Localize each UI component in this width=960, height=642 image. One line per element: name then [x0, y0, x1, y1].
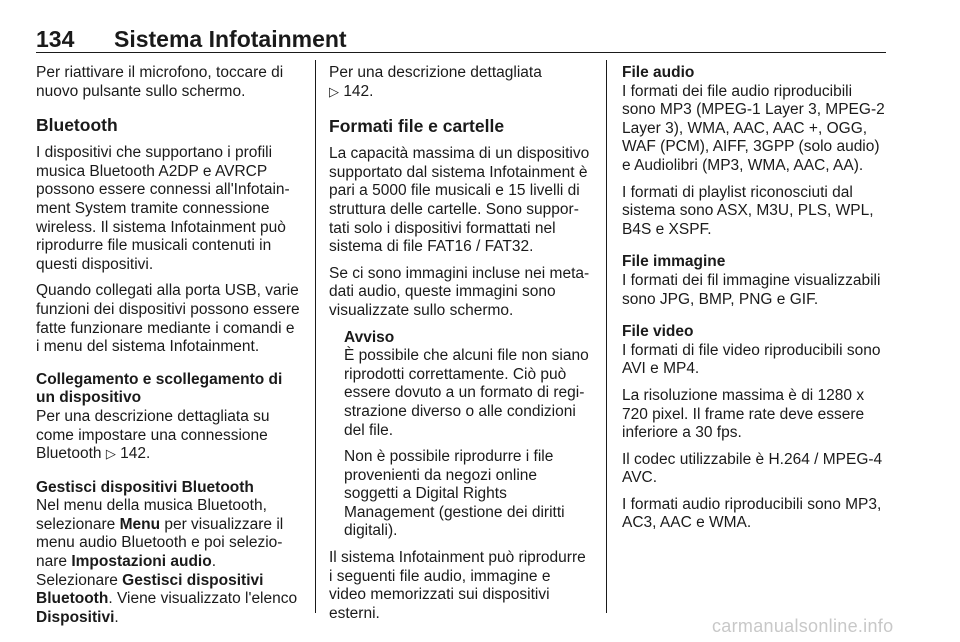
formats-paragraph-2: Se ci sono immagini incluse nei metadati audio, queste immagini sono visualizzate sullo schermo. [329, 264, 590, 319]
subsection-title-video-files: File video [622, 323, 694, 341]
subsection-title-image-files: File immagine [622, 253, 726, 271]
video-paragraph-2: La risoluzione massima è di 1280 x 720 pixel. Il frame rate deve essere inferiore a 30 fps. [622, 386, 865, 442]
page-number: 134 [36, 26, 75, 52]
devices-term: Dispositivi [36, 608, 115, 626]
intro-paragraph: Per riattivare il microfono, toccare di nuovo pulsante sullo schermo. [36, 64, 284, 100]
notice-paragraph-2: Non è possibile riprodurre i file provenienti da negozi online soggetti a Digital Rights Management (gestione dei diritti digitali). [344, 448, 565, 540]
video-paragraph-1: I formati di file video riproducibili sono AVI e MP4. [622, 341, 881, 378]
audio-paragraph-1: I formati dei file audio riproducibili sono MP3 (MPEG-1 Layer 3, MPEG-2 Layer 3), WMA, AAC, AAC +, OGG, WAF (PCM), AIFF, 3GPP (solo audio) e Audiolibri (MP3, WMA, AAC, AA). [622, 82, 885, 174]
column-2 [329, 64, 591, 631]
watermark: carmanualsonline.info [712, 616, 894, 636]
manage-text-1: Nel menu della musica Bluetooth, selezionare [36, 497, 267, 533]
section-title-bluetooth: Bluetooth [36, 115, 118, 136]
manage-text-4: . Viene visualizzato l'elenco [108, 590, 298, 608]
manage-devices-term: Gestisci dispositivi Bluetooth [36, 571, 264, 608]
notice-paragraph-1: È possibile che alcuni file non siano riprodotti correttamente. Ciò può essere dovuto a un formato di registrazione diverso o alle condizioni del file. [344, 347, 589, 439]
subsection-title-connection: Collegamento e scollegamento di un dispositivo [36, 370, 283, 407]
header-divider [36, 52, 886, 53]
image-paragraph-1: I formati dei fil immagine visualizzabili sono JPG, BMP, PNG e GIF. [622, 271, 881, 308]
reference-arrow-icon: ▷ [329, 84, 339, 100]
formats-paragraph-1: La capacità massima di un dispositivo supportato dal sistema Infotainment è pari a 5000 file musicali e 15 livelli di struttura delle cartelle. Sono supportati solo i dispositivi formattati nel sistema di file FAT16 / FAT32. [329, 145, 590, 256]
section-title-formats: Formati file e cartelle [329, 116, 505, 137]
menu-term: Menu [119, 515, 161, 533]
audio-paragraph-2: I formati di playlist riconosciuti dal sistema sono ASX, M3U, PLS, WPL, B4S e XSPF. [622, 183, 874, 238]
description-paragraph [329, 64, 591, 102]
subsection-title-manage-devices: Gestisci dispositivi Bluetooth [36, 478, 254, 496]
subsection-title-audio-files: File audio [622, 64, 695, 81]
bluetooth-paragraph-1: I dispositivi che supportano i profili musica Bluetooth A2DP e AVRCP possono essere connessi all'Infotainment System tramite connessione wireless. Il sistema Infotainment può riprodurre file musicali contenuti in questi dispositivi. [36, 144, 290, 273]
connection-paragraph [36, 408, 302, 465]
audio-settings-term: Impostazioni audio [71, 553, 212, 571]
column-divider-2 [606, 60, 607, 613]
bluetooth-paragraph-2: Quando collegati alla porta USB, varie funzioni dei dispositivi possono essere fatte funzionare mediante i comandi e i menu del sistema Infotainment. [36, 282, 300, 356]
description-text: Per una descrizione dettagliata [329, 64, 542, 81]
column-1 [36, 64, 302, 635]
manage-text-5: . [114, 608, 119, 626]
notice-box [344, 329, 591, 542]
formats-paragraph-3: Il sistema Infotainment può riprodurre i seguenti file audio, immagine e video memorizzati sui dispositivi esterni. [329, 549, 586, 622]
manage-text-2: per visualizzare il menu audio Bluetooth e poi selezionare [36, 515, 284, 571]
column-3 [622, 64, 888, 541]
notice-title: Avviso [344, 328, 395, 346]
chapter-title: Sistema Infotainment [114, 26, 347, 52]
manage-paragraph [36, 497, 302, 627]
manage-text-3: . Selezionare [36, 553, 217, 589]
column-divider-1 [315, 60, 316, 613]
reference-arrow-icon: ▷ [105, 447, 116, 463]
page-header [36, 26, 886, 52]
connection-text: Per una descrizione dettagliata su come impostare una connessione Bluetooth [36, 407, 270, 463]
connection-page-ref[interactable]: 142. [120, 445, 151, 463]
video-paragraph-3: Il codec utilizzabile è H.264 / MPEG-4 AVC. [622, 450, 883, 487]
description-page-ref[interactable]: 142. [343, 82, 374, 100]
video-paragraph-4: I formati audio riproducibili sono MP3, AC3, AAC e WMA. [622, 495, 882, 532]
